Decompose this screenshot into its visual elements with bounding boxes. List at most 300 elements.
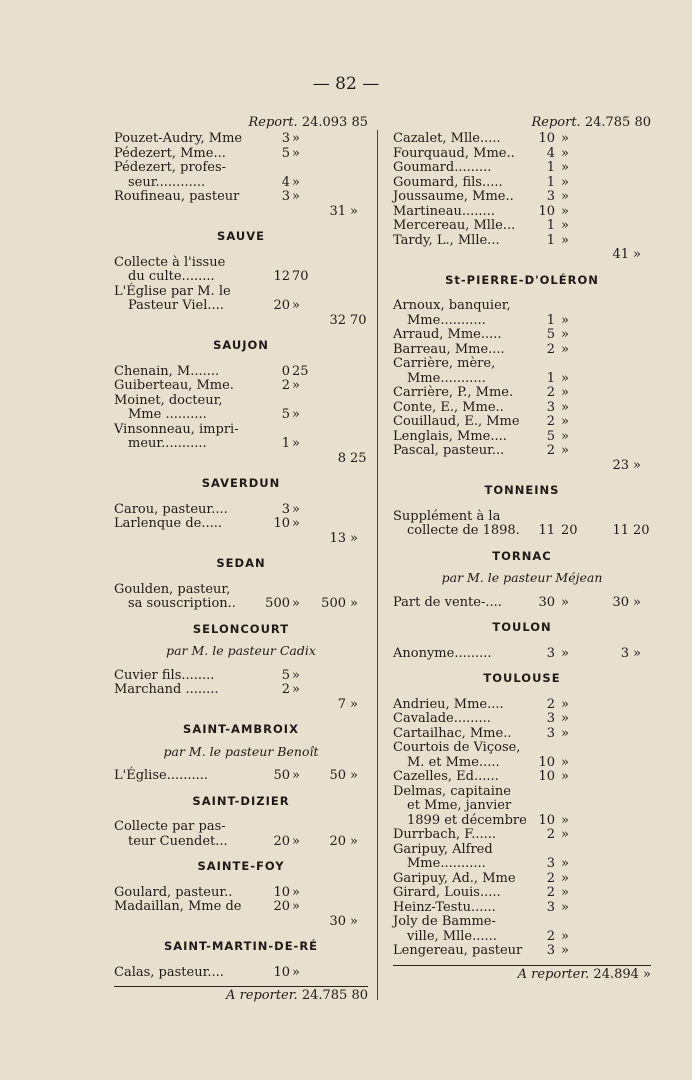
amount-francs: 1	[546, 218, 555, 233]
ledger-row	[393, 727, 651, 742]
ledger-row	[393, 698, 651, 713]
amount-cents: »	[561, 160, 569, 175]
ledger-row	[393, 205, 651, 220]
ledger-row	[393, 219, 651, 234]
subtotal-francs: 32	[329, 312, 346, 328]
donor-name: Joussaume, Mme..	[393, 189, 514, 204]
ledger-row	[393, 357, 651, 372]
ledger-row	[114, 176, 368, 191]
donor-name: Mercereau, Mlle...	[393, 218, 516, 233]
amount-francs: 50	[273, 768, 290, 783]
amount-cents: »	[561, 370, 569, 386]
amount-francs: 2	[546, 827, 555, 842]
donor-name: Garipuy, Alfred	[393, 841, 493, 857]
amount-francs: 3	[281, 131, 290, 146]
subtotal-cents: »	[350, 596, 358, 611]
amount-francs: 3	[546, 399, 555, 415]
amount-cents: »	[292, 667, 300, 683]
donor-name: Goumard, fils.....	[393, 174, 503, 190]
amount-cents: »	[561, 414, 569, 429]
donor-name: collecte de 1898.	[407, 523, 520, 538]
amount-cents: »	[292, 131, 300, 146]
total-label: A reporter.	[226, 988, 298, 1003]
donor-name: seur............	[128, 174, 206, 190]
donor-name: Fourquaud, Mme..	[393, 145, 515, 161]
amount-francs: 30	[538, 594, 555, 610]
amount-cents: »	[561, 885, 569, 900]
donor-name: Pédezert, profes-	[114, 160, 227, 175]
ledger-row	[393, 647, 651, 662]
subtotal-row	[114, 915, 368, 930]
donor-name: Pouzet-Audry, Mme	[114, 131, 243, 146]
donor-name: Goulden, pasteur,	[114, 581, 231, 597]
ledger-row	[114, 299, 368, 314]
amount-cents: »	[561, 711, 569, 726]
amount-francs: 3	[546, 943, 555, 958]
amount-francs: 3	[546, 711, 555, 726]
amount-cents: »	[292, 964, 300, 980]
amount-francs: 20	[273, 833, 290, 849]
ledger-row	[114, 365, 368, 380]
amount-francs: 4	[546, 145, 555, 161]
ledger-row	[114, 423, 368, 438]
donor-name: Mme...........	[407, 856, 486, 871]
donor-name: Moinet, docteur,	[114, 392, 223, 408]
amount-cents: »	[561, 769, 569, 784]
donor-name: Pasteur Viel....	[128, 298, 224, 313]
amount-francs: 5	[281, 407, 290, 422]
amount-cents: »	[561, 856, 569, 871]
report-line	[393, 116, 651, 132]
donor-name: Girard, Louis.....	[393, 885, 501, 900]
donor-name: Carrière, P., Mme.	[393, 385, 514, 400]
donor-name: Anonyme.........	[393, 645, 492, 661]
ledger-row	[114, 256, 368, 271]
ledger-row	[393, 147, 651, 162]
donor-name: Courtois de Viçose,	[393, 740, 521, 755]
subtotal-francs: 30	[612, 594, 629, 610]
amount-francs: 2	[281, 378, 290, 393]
amount-cents: »	[292, 378, 300, 393]
amount-cents: »	[292, 833, 300, 849]
amount-cents: »	[561, 327, 569, 342]
amount-cents: »	[561, 131, 569, 146]
section-subheading: par M. le pasteur Méjean	[441, 570, 603, 585]
section-subheading: par M. le pasteur Cadix	[166, 643, 316, 658]
total-value: 24.785 80	[301, 988, 368, 1003]
report-line	[114, 116, 368, 132]
report-value: 24.785 80	[584, 115, 651, 130]
donor-name: Garipuy, Ad., Mme	[393, 870, 516, 886]
ledger-row	[114, 835, 368, 850]
donor-name: meur...........	[128, 436, 207, 451]
amount-cents: »	[561, 218, 569, 233]
ledger-row	[114, 583, 368, 598]
ledger-row	[393, 799, 651, 814]
ledger-row	[393, 596, 651, 611]
donor-name: Andrieu, Mme....	[393, 696, 504, 712]
amount-cents: »	[561, 399, 569, 415]
report-label: Report.	[531, 115, 581, 130]
ledger-row	[393, 901, 651, 916]
subtotal-francs: 41	[612, 247, 629, 262]
ledger-row	[393, 843, 651, 858]
subtotal-francs: 8	[337, 450, 346, 466]
donor-name: Cavalade.........	[393, 711, 491, 726]
amount-francs: 12	[273, 269, 290, 284]
amount-cents: »	[561, 645, 569, 661]
donor-name: M. et Mme.....	[407, 754, 500, 770]
amount-francs: 10	[538, 769, 555, 784]
donor-name: Supplément à la	[393, 508, 501, 524]
ledger-row	[393, 872, 651, 887]
donor-name: Roufineau, pasteur	[114, 189, 240, 204]
donor-name: Mme ..........	[128, 407, 207, 422]
donor-name: Calas, pasteur....	[114, 964, 224, 980]
subtotal-francs: 20	[329, 833, 346, 849]
ledger-row	[114, 408, 368, 423]
amount-cents: 20	[561, 523, 578, 538]
ledger-row	[393, 328, 651, 343]
amount-cents: »	[561, 189, 569, 204]
subtotal-cents: »	[633, 247, 641, 262]
subtotal-francs: 23	[612, 457, 629, 473]
section-heading: TOULON	[492, 620, 552, 634]
page-number: — 82 —	[312, 74, 380, 94]
amount-francs: 5	[281, 667, 290, 683]
amount-francs: 20	[273, 298, 290, 313]
amount-francs: 1	[546, 232, 555, 248]
subtotal-francs: 31	[329, 203, 346, 219]
amount-francs: 1	[546, 160, 555, 175]
ledger-row	[114, 503, 368, 518]
amount-cents: »	[561, 341, 569, 357]
amount-francs: 0	[281, 363, 290, 379]
amount-cents: »	[561, 899, 569, 915]
amount-francs: 2	[546, 928, 555, 944]
amount-cents: »	[292, 501, 300, 517]
ledger-row	[114, 161, 368, 176]
amount-cents: »	[292, 899, 300, 914]
amount-francs: 10	[538, 203, 555, 219]
amount-cents: »	[561, 174, 569, 190]
ledger-row	[393, 770, 651, 785]
donor-name: du culte........	[128, 269, 215, 284]
amount-francs: 10	[273, 516, 290, 531]
subtotal-cents: »	[350, 696, 358, 712]
right-column	[393, 116, 651, 984]
ledger-row	[393, 343, 651, 358]
subtotal-row	[114, 452, 368, 467]
amount-cents: »	[561, 696, 569, 712]
section-heading: SAVERDUN	[201, 476, 281, 490]
ledger-row	[393, 386, 651, 401]
ledger-row	[114, 683, 368, 698]
ledger-row	[114, 769, 368, 784]
amount-cents: »	[561, 203, 569, 219]
amount-cents: »	[561, 943, 569, 958]
amount-francs: 10	[538, 812, 555, 828]
section-heading: SELONCOURT	[192, 621, 290, 636]
ledger-row	[393, 524, 651, 539]
section-heading: TOULOUSE	[483, 671, 561, 685]
donor-name: Martineau........	[393, 203, 495, 219]
donor-name: Madaillan, Mme de	[114, 899, 242, 914]
amount-cents: »	[561, 312, 569, 328]
donor-name: Goulard, pasteur..	[114, 884, 233, 900]
donor-name: Mme...........	[407, 312, 486, 328]
report-label: Report.	[248, 115, 298, 130]
donor-name: sa souscription..	[128, 596, 236, 611]
amount-cents: »	[292, 407, 300, 422]
section-heading: TONNEINS	[484, 483, 560, 497]
amount-cents: »	[292, 884, 300, 900]
donor-name: Cartailhac, Mme..	[393, 725, 512, 741]
amount-francs: 2	[546, 341, 555, 357]
ledger-row	[393, 430, 651, 445]
amount-cents: »	[561, 827, 569, 842]
ledger-row	[114, 597, 368, 612]
section-heading: SAINT-AMBROIX	[183, 722, 299, 736]
amount-cents: »	[292, 189, 300, 204]
donor-name: Chenain, M.......	[114, 363, 220, 379]
amount-cents: »	[292, 436, 300, 451]
section-heading: SAINTE-FOY	[197, 859, 285, 873]
subtotal-cents: 20	[633, 523, 650, 538]
subtotal-francs: 50	[329, 768, 346, 783]
amount-cents: »	[561, 870, 569, 886]
donor-name: Lengereau, pasteur	[393, 943, 523, 958]
ledger-row	[393, 857, 651, 872]
donor-name: Cuvier fils........	[114, 667, 215, 683]
donor-name: Arraud, Mme.....	[393, 327, 502, 342]
subtotal-cents: »	[350, 530, 358, 546]
ledger-row	[393, 415, 651, 430]
amount-francs: 500	[265, 596, 290, 611]
subtotal-row	[114, 532, 368, 547]
ledger-row	[393, 930, 651, 945]
subtotal-cents: »	[633, 457, 641, 473]
subtotal-francs: 3	[620, 645, 629, 661]
donor-name: teur Cuendet...	[128, 833, 228, 849]
donor-name: 1899 et décembre	[407, 812, 527, 828]
donor-name: Pédezert, Mme...	[114, 145, 226, 161]
donor-name: Mme...........	[407, 370, 486, 386]
ledger-row	[114, 285, 368, 300]
donor-name: Cazalet, Mlle.....	[393, 131, 501, 146]
amount-francs: 2	[546, 885, 555, 900]
ledger-row	[114, 437, 368, 452]
amount-cents: »	[292, 768, 300, 783]
ledger-row	[393, 234, 651, 249]
amount-francs: 3	[546, 189, 555, 204]
donor-name: Delmas, capitaine	[393, 783, 511, 799]
ledger-row	[393, 444, 651, 459]
ledger-row	[393, 756, 651, 771]
ledger-row	[114, 517, 368, 532]
section-heading: SAUVE	[217, 229, 265, 243]
amount-cents: »	[561, 145, 569, 161]
ledger-row	[114, 379, 368, 394]
donor-name: Carrière, mère,	[393, 356, 496, 371]
subtotal-cents: 70	[350, 312, 367, 328]
donor-name: Marchand ........	[114, 682, 219, 697]
ledger-row	[114, 900, 368, 915]
donor-name: Cazelles, Ed......	[393, 769, 499, 784]
ledger-row	[393, 785, 651, 800]
subtotal-francs: 11	[612, 523, 629, 538]
amount-francs: 20	[273, 899, 290, 914]
subtotal-cents: »	[633, 594, 641, 610]
amount-francs: 2	[546, 870, 555, 886]
amount-francs: 3	[546, 899, 555, 915]
amount-cents: 70	[292, 269, 309, 284]
amount-francs: 10	[273, 964, 290, 980]
amount-francs: 10	[538, 131, 555, 146]
amount-francs: 2	[546, 443, 555, 458]
amount-francs: 2	[281, 682, 290, 697]
amount-francs: 3	[546, 725, 555, 741]
section-heading: SAUJON	[213, 338, 269, 352]
ledger-row	[393, 741, 651, 756]
ledger-row	[114, 132, 368, 147]
subtotal-row	[114, 698, 368, 713]
ledger-row	[393, 314, 651, 329]
ledger-row	[393, 915, 651, 930]
ledger-row	[114, 270, 368, 285]
donor-name: Carou, pasteur....	[114, 501, 228, 517]
donor-name: Tardy, L., Mlle...	[393, 232, 500, 248]
total-label: A reporter.	[517, 966, 590, 982]
amount-francs: 1	[546, 312, 555, 328]
amount-cents: »	[292, 145, 300, 161]
amount-cents: 25	[292, 363, 309, 379]
donor-name: Couillaud, E., Mme	[393, 414, 520, 429]
section-heading: SAINT-MARTIN-DE-RÉ	[163, 939, 319, 953]
amount-francs: 5	[546, 428, 555, 444]
donor-name: Pascal, pasteur...	[393, 443, 505, 458]
donor-name: Collecte par pas-	[114, 819, 226, 834]
amount-francs: 1	[546, 174, 555, 190]
amount-cents: »	[561, 812, 569, 828]
ledger-row	[393, 299, 651, 314]
amount-francs: 3	[546, 856, 555, 871]
subtotal-cents: 25	[350, 450, 367, 466]
amount-cents: »	[561, 385, 569, 400]
amount-francs: 2	[546, 385, 555, 400]
section-heading: SAINT-DIZIER	[192, 793, 290, 808]
amount-francs: 10	[538, 754, 555, 770]
amount-francs: 1	[281, 436, 290, 451]
ledger-row	[393, 176, 651, 191]
donor-name: Arnoux, banquier,	[393, 298, 511, 313]
subtotal-row	[393, 459, 651, 474]
donor-name: Joly de Bamme-	[393, 914, 496, 929]
subtotal-cents: »	[350, 768, 358, 783]
ledger-row	[393, 401, 651, 416]
subtotal-cents: »	[350, 833, 358, 849]
subtotal-francs: 500	[321, 596, 346, 611]
amount-francs: 3	[281, 501, 290, 517]
subtotal-francs: 7	[337, 696, 346, 712]
amount-cents: »	[292, 298, 300, 313]
ledger-row	[114, 886, 368, 901]
donor-name: Goumard.........	[393, 160, 492, 175]
subtotal-row	[393, 248, 651, 263]
ledger-row	[393, 944, 651, 959]
amount-cents: »	[561, 443, 569, 458]
ledger-row	[114, 820, 368, 835]
ledger-row	[393, 161, 651, 176]
donor-name: Vinsonneau, impri-	[114, 421, 239, 437]
amount-cents: »	[561, 725, 569, 741]
amount-francs: 5	[281, 145, 290, 161]
amount-francs: 3	[546, 645, 555, 661]
amount-cents: »	[292, 174, 300, 190]
amount-francs: 2	[546, 414, 555, 429]
ledger-row	[114, 190, 368, 205]
amount-francs: 4	[281, 174, 290, 190]
subtotal-francs: 30	[329, 913, 346, 929]
ledger-row	[114, 669, 368, 684]
amount-francs: 11	[538, 523, 555, 538]
donor-name: Conte, E., Mme..	[393, 399, 504, 415]
donor-name: Guiberteau, Mme.	[114, 378, 234, 393]
ledger-row	[393, 190, 651, 205]
ledger-row	[393, 712, 651, 727]
subtotal-cents: »	[633, 645, 641, 661]
donor-name: Durrbach, F......	[393, 827, 497, 842]
ledger-row	[114, 394, 368, 409]
report-value: 24.093 85	[301, 115, 368, 130]
amount-francs: 3	[281, 189, 290, 204]
amount-cents: »	[292, 682, 300, 697]
amount-cents: »	[292, 596, 300, 611]
ledger-row	[393, 132, 651, 147]
total-line	[393, 965, 651, 984]
section-heading: TORNAC	[492, 548, 552, 563]
ledger-row	[114, 966, 368, 981]
amount-cents: »	[561, 754, 569, 770]
donor-name: Heinz-Testu......	[393, 899, 496, 915]
subtotal-cents: »	[350, 913, 358, 929]
subtotal-francs: 13	[329, 530, 346, 546]
amount-cents: »	[561, 928, 569, 944]
ledger-row	[393, 510, 651, 525]
section-subheading: par M. le pasteur Benoît	[163, 743, 319, 759]
ledger-row	[393, 814, 651, 829]
donor-name: Larlenque de.....	[114, 516, 223, 531]
donor-name: ville, Mlle......	[407, 928, 497, 944]
subtotal-row	[114, 205, 368, 220]
amount-cents: »	[561, 428, 569, 444]
donor-name: Lenglais, Mme....	[393, 428, 507, 444]
subtotal-row	[114, 314, 368, 329]
section-heading: SEDAN	[216, 556, 266, 570]
total-line	[114, 986, 368, 1005]
amount-cents: »	[561, 594, 569, 610]
total-value: 24.894 »	[593, 966, 651, 982]
amount-cents: »	[292, 516, 300, 531]
ledger-row	[393, 372, 651, 387]
donor-name: L'Église..........	[114, 768, 209, 783]
donor-name: Collecte à l'issue	[114, 254, 226, 270]
amount-francs: 2	[546, 696, 555, 712]
donor-name: L'Église par M. le	[114, 283, 231, 299]
amount-cents: »	[561, 232, 569, 248]
ledger-row	[393, 886, 651, 901]
column-divider	[377, 130, 378, 1000]
